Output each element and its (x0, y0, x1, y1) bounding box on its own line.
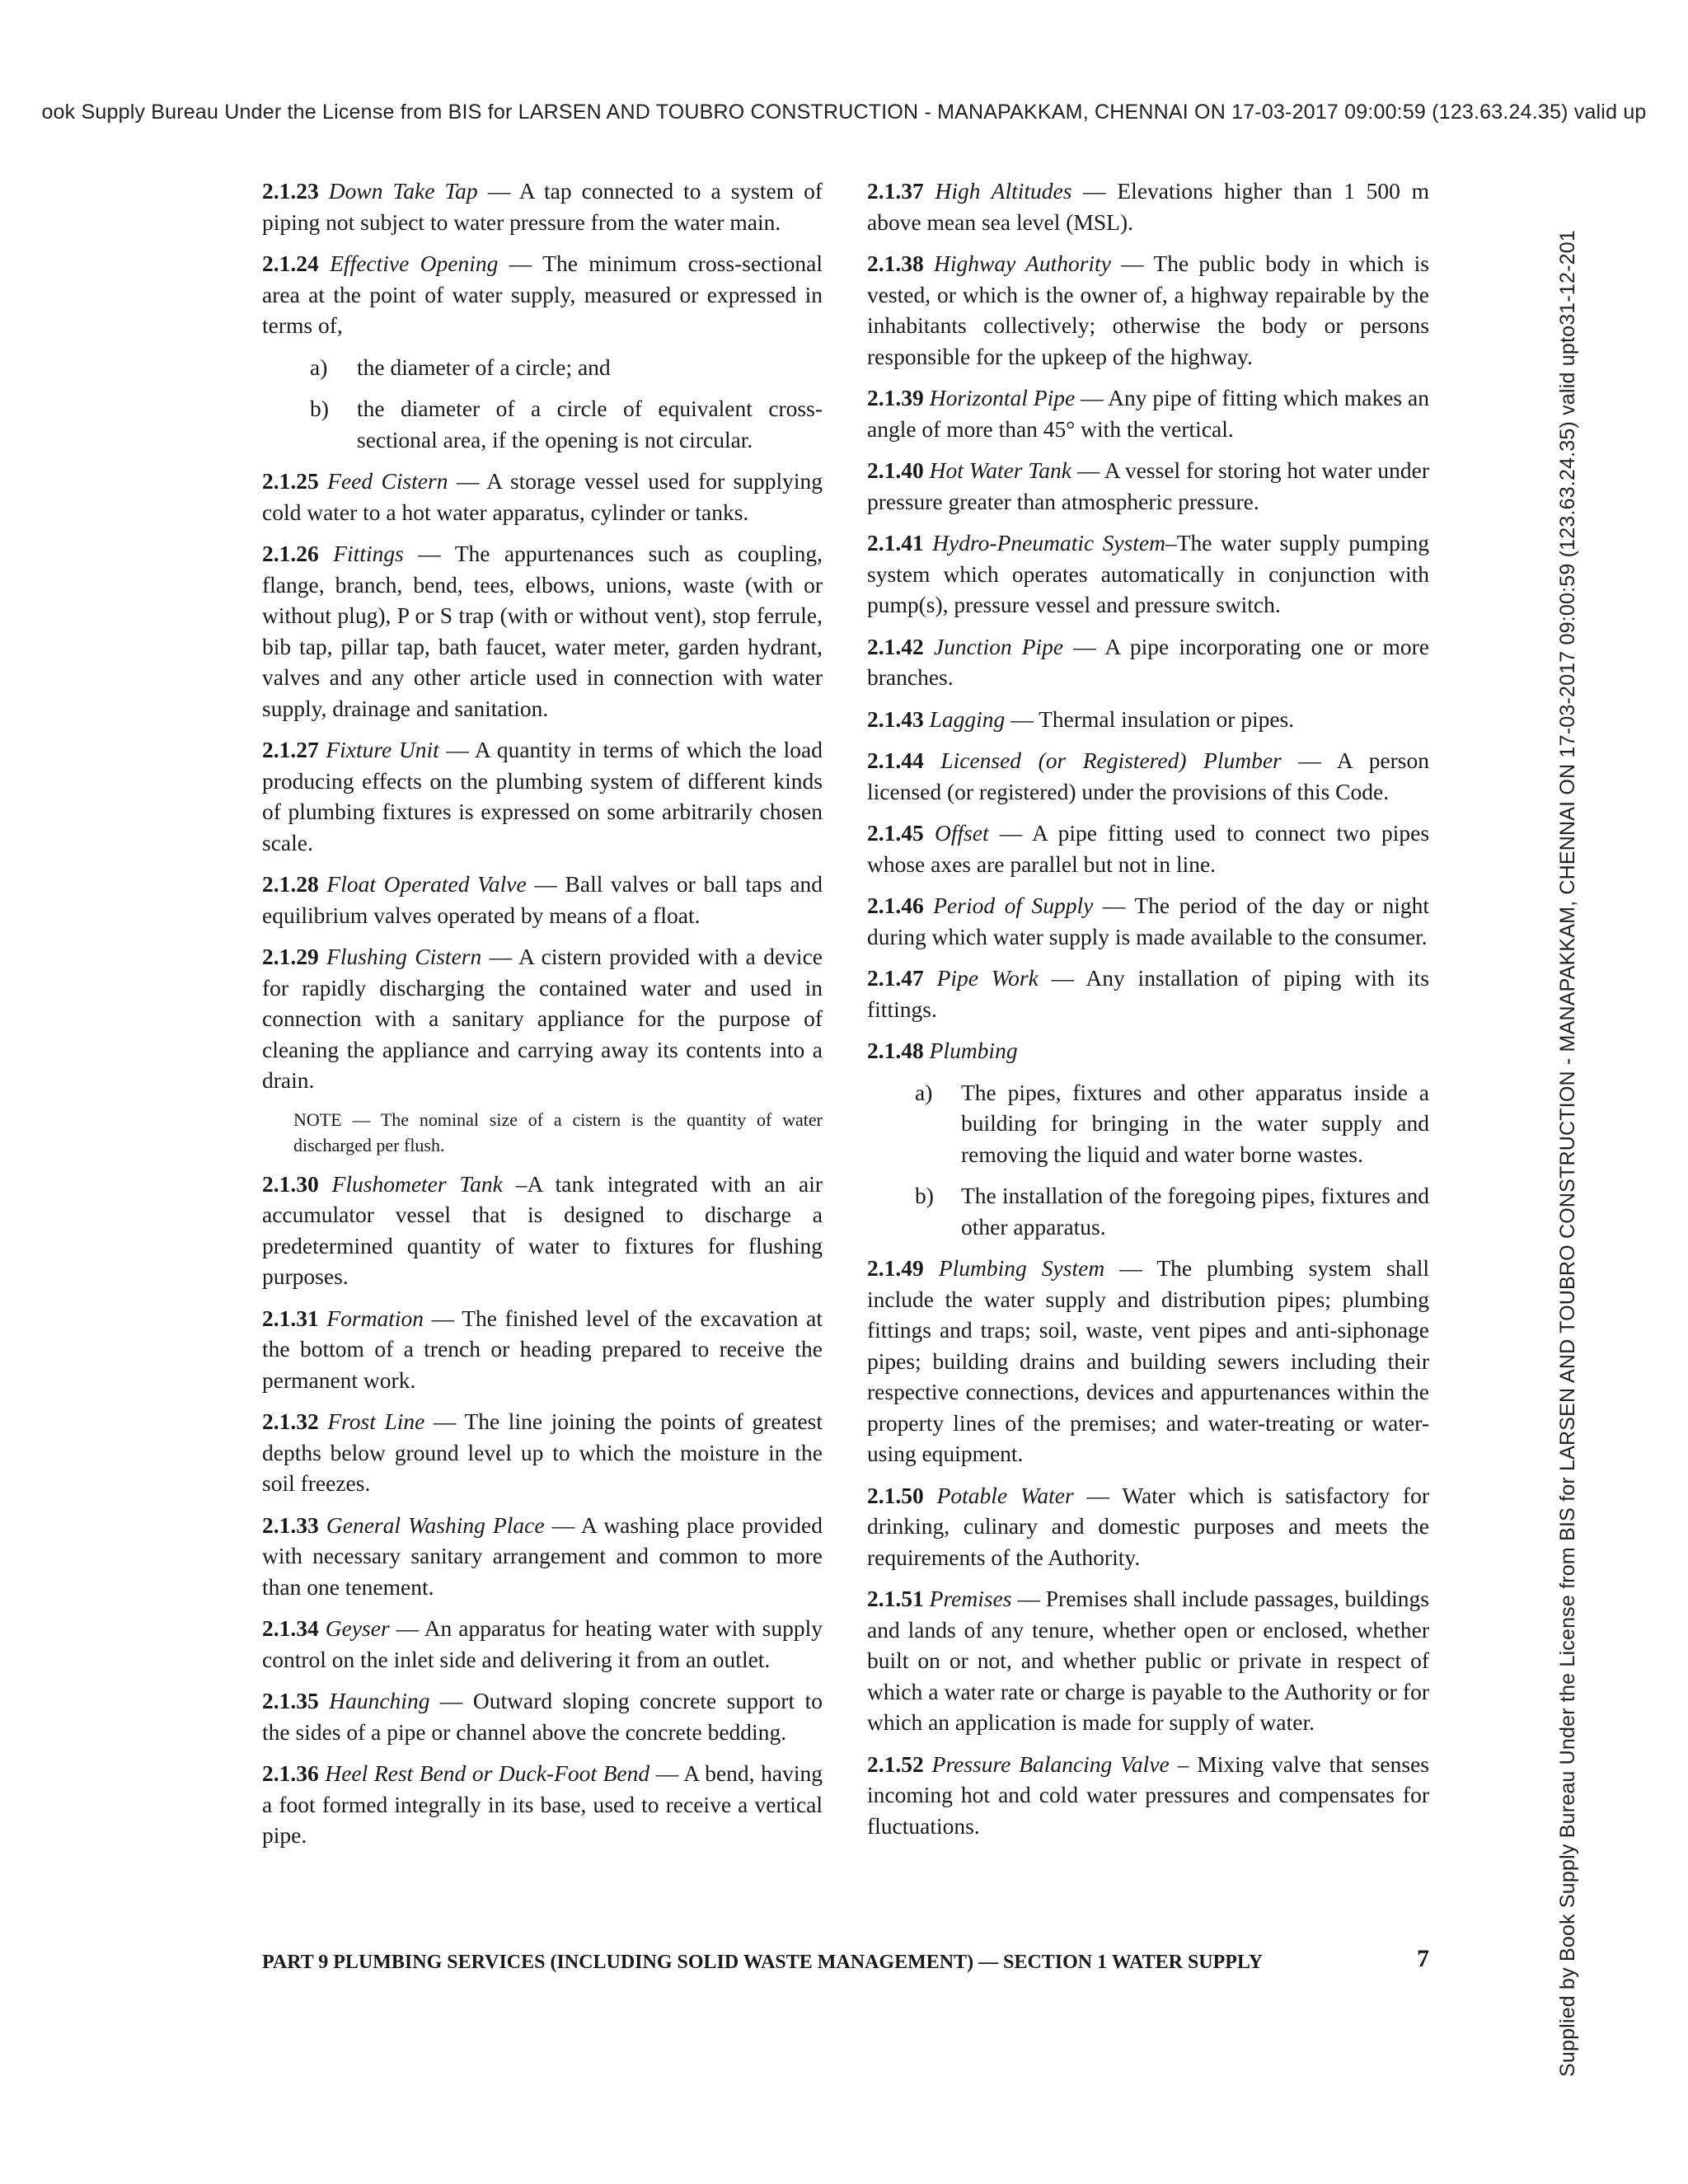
page-number: 7 (1417, 1945, 1429, 1972)
definition-entry (867, 455, 1429, 517)
defined-term: Flushing Cistern (326, 944, 482, 969)
separator: — (526, 871, 565, 897)
definition-entry (262, 734, 823, 858)
separator: — (1075, 385, 1109, 410)
separator: — (438, 737, 475, 762)
list-item (262, 393, 823, 455)
definition-entry (867, 1480, 1429, 1573)
watermark-top: ook Supply Bureau Under the License from BIS for LARSEN AND TOUBRO CONSTRUCTION - MANAPAKKAM, CHENNAI ON 17-03-2017 09:00:59 (123.63.24.35) valid up (41, 101, 1647, 124)
separator: — (1110, 251, 1154, 276)
left-column (262, 176, 823, 1862)
separator: — (498, 251, 543, 276)
definition-entry (867, 818, 1429, 879)
defined-term: Junction Pipe (933, 633, 1064, 659)
separator: — (1063, 633, 1105, 659)
definition-entry (262, 1406, 823, 1499)
defined-term: Feed Cistern (327, 468, 448, 494)
definition-entry (262, 466, 823, 527)
definition-text: A bend, having a foot formed integrally in its base, used to receive a vertical pipe. (262, 1760, 823, 1848)
separator: — (1038, 965, 1086, 991)
separator: — (1071, 178, 1118, 204)
defined-term: Heel Rest Bend or Duck-Foot Bend (325, 1760, 650, 1786)
list-item-text: The pipes, fixtures and other apparatus inside a building for bringing in the water supply and removing the liquid and water borne wastes. (961, 1079, 1429, 1167)
clause-number: 2.1.49 (867, 1255, 924, 1281)
defined-term: Fixture Unit (326, 737, 439, 762)
clause-number: 2.1.51 (867, 1586, 924, 1611)
defined-term: High Altitudes (935, 178, 1072, 204)
definition-text: Ball valves or ball taps and equilibrium valves operated by means of a float. (262, 871, 823, 928)
footer-title: PART 9 PLUMBING SERVICES (INCLUDING SOLID WASTE MANAGEMENT) — SECTION 1 WATER SUPPLY (262, 1952, 1264, 1973)
separator: — (403, 541, 455, 566)
clause-number: 2.1.47 (867, 965, 924, 991)
list-item-label: b) (915, 1183, 934, 1208)
separator: — (1104, 1255, 1157, 1281)
definition-entry (867, 527, 1429, 621)
defined-term: Licensed (or Registered) Plumber (940, 748, 1282, 773)
definition-entry (867, 631, 1429, 693)
list-item-label: b) (310, 396, 329, 421)
defined-term: Hydro-Pneumatic System (932, 530, 1165, 555)
defined-term: Frost Line (327, 1408, 425, 1434)
defined-term: Horizontal Pipe (929, 385, 1076, 410)
separator: — (423, 1305, 462, 1331)
definition-text: Elevations higher than 1 500 m above mean sea level (MSL). (867, 178, 1429, 235)
defined-term: Fittings (333, 541, 404, 566)
defined-term: Offset (934, 820, 989, 846)
list-item-text: the diameter of a circle of equivalent cross-sectional area, if the opening is not circular. (357, 396, 823, 452)
clause-number: 2.1.46 (867, 893, 924, 918)
clause-number: 2.1.37 (867, 178, 924, 204)
clause-number: 2.1.44 (867, 748, 924, 773)
definition-entry (867, 1035, 1429, 1066)
definition-text: An apparatus for heating water with supply control on the inlet side and delivering it from an outlet. (262, 1615, 823, 1672)
definition-text: The period of the day or night during which water supply is made available to the consumer. (867, 893, 1430, 949)
separator: — (1005, 705, 1039, 732)
definition-text: The appurtenances such as coupling, flange, branch, bend, tees, elbows, unions, waste (with or without plug), P or S trap (with or without vent), stop ferrule, bib tap, pillar tap, bath faucet, water meter, garden hydrant, valves and any other article used in connection with water supply, drainage and sanitation. (262, 541, 823, 721)
clause-number: 2.1.40 (867, 457, 924, 483)
definition-text: Premises shall include passages, buildings and lands of any tenure, whether open or enclosed, whether built on or not, and whether public or private in respect of which a water rate or charge is payable to the Authority or for which an application is made for supply of water. (867, 1586, 1430, 1735)
definition-text: Mixing valve that senses incoming hot and cold water pressures and compensates for fluctuations. (867, 1750, 1429, 1839)
definition-entry (262, 1685, 823, 1747)
separator: — (649, 1760, 684, 1786)
clause-number: 2.1.26 (262, 541, 319, 566)
separator: — (429, 1688, 473, 1713)
clause-number: 2.1.41 (867, 530, 924, 555)
watermark-side: Supplied by Book Supply Bureau Under the License from BIS for LARSEN AND TOUBRO CONSTRUCTION - MANAPAKKAM, CHENNAI ON 17-03-2017 09:00:59 (123.63.24.35) valid upto31-12-201 (1556, 230, 1579, 2077)
defined-term: Geyser (325, 1615, 390, 1641)
definition-text: A vessel for storing hot water under pressure greater than atmospheric pressure. (867, 457, 1430, 514)
defined-term: Plumbing System (938, 1255, 1105, 1281)
definition-entry (867, 890, 1429, 952)
separator: – (1165, 530, 1177, 555)
separator: — (1011, 1586, 1046, 1611)
clause-number: 2.1.27 (262, 737, 319, 762)
clause-number: 2.1.38 (867, 251, 924, 276)
definition-entry (262, 1303, 823, 1396)
separator: — (544, 1511, 581, 1538)
definition-text: The finished level of the excavation at the bottom of a trench or heading prepared to receive the permanent work. (262, 1305, 823, 1393)
definition-text: A washing place provided with necessary sanitary arrangement and common to more than one tenement. (262, 1511, 823, 1600)
clause-number: 2.1.48 (867, 1038, 924, 1063)
separator: — (1281, 748, 1337, 773)
clause-number: 2.1.34 (262, 1615, 319, 1641)
defined-term: Flushometer Tank (331, 1170, 503, 1197)
definition-text: A cistern provided with a device for rapidly discharging the contained water and used in connection with a sanitary appliance for the purpose of cleaning the appliance and carrying away its contents into a drain. (262, 944, 823, 1093)
definition-text: Any pipe of fitting which makes an angle of more than 45° with the vertical. (867, 385, 1430, 442)
note: NOTE — The nominal size of a cistern is the quantity of water discharged per flush. (293, 1108, 823, 1155)
clause-number: 2.1.32 (262, 1408, 319, 1434)
definition-text: A pipe fitting used to connect two pipes whose axes are parallel but not in line. (867, 820, 1430, 877)
defined-term: Pressure Balancing Valve (931, 1750, 1170, 1777)
definition-entry (262, 869, 823, 930)
separator: — (1093, 893, 1135, 918)
definition-text: The minimum cross-sectional area at the point of water supply, measured or expressed in terms of, (262, 251, 823, 338)
defined-term: Hot Water Tank (929, 457, 1071, 483)
defined-term: Period of Supply (933, 893, 1094, 918)
definition-entry (867, 382, 1429, 444)
separator: — (988, 820, 1033, 846)
definition-entry (262, 248, 823, 341)
clause-number: 2.1.50 (867, 1482, 924, 1508)
defined-term: Formation (326, 1305, 424, 1331)
definition-text: The public body in which is vested, or which is the owner of, a highway repairable by the inhabitants collectively; otherwise the body or persons responsible for the upkeep of the highway. (867, 251, 1429, 369)
list-item (262, 352, 823, 383)
definition-text: The water supply pumping system which operates automatically in conjunction with pump(s), pressure vessel and pressure switch. (867, 530, 1429, 617)
clause-number: 2.1.39 (867, 385, 924, 410)
definition-text: Thermal insulation or pipes. (1039, 705, 1295, 732)
separator: — (481, 944, 518, 969)
defined-term: Plumbing (929, 1038, 1018, 1063)
definition-text: A tank integrated with an air accumulator vessel that is designed to discharge a predetermined quantity of water to fixtures for flushing purposes. (262, 1170, 823, 1289)
separator: – (1169, 1750, 1198, 1777)
clause-number: 2.1.35 (262, 1688, 319, 1713)
definition-entry (262, 1758, 823, 1851)
definition-entry (867, 176, 1429, 237)
defined-term: Potable Water (936, 1482, 1074, 1508)
defined-term: Highway Authority (933, 251, 1111, 276)
defined-term: Effective Opening (330, 251, 499, 276)
defined-term: Lagging (929, 705, 1006, 732)
clause-number: 2.1.43 (867, 705, 924, 732)
list-item-label: a) (310, 354, 328, 380)
separator: — (448, 468, 487, 494)
clause-number: 2.1.31 (262, 1305, 319, 1331)
defined-term: General Washing Place (326, 1511, 545, 1538)
separator: — (424, 1408, 465, 1434)
definition-entry (867, 248, 1429, 372)
definition-text: A tap connected to a system of piping not subject to water pressure from the water main. (262, 178, 823, 235)
list-item-text: The installation of the foregoing pipes, fixtures and other apparatus. (961, 1183, 1429, 1240)
list-item (867, 1180, 1429, 1242)
definition-text: A storage vessel used for supplying cold water to a hot water apparatus, cylinder or tanks. (262, 468, 823, 525)
clause-number: 2.1.36 (262, 1760, 319, 1786)
defined-term: Pipe Work (936, 965, 1039, 991)
right-column (867, 176, 1429, 1852)
definition-text: A quantity in terms of which the load producing effects on the plumbing system of different kinds of plumbing fixtures is expressed on some arbitrarily chosen scale. (262, 737, 823, 855)
definition-text: Outward sloping concrete support to the sides of a pipe or channel above the concrete bedding. (262, 1688, 823, 1745)
definition-text: A person licensed (or registered) under the provisions of this Code. (867, 748, 1430, 804)
separator: – (502, 1170, 528, 1197)
clause-number: 2.1.24 (262, 251, 319, 276)
page-footer (262, 1945, 1429, 1975)
defined-term: Down Take Tap (328, 178, 478, 204)
clause-number: 2.1.42 (867, 633, 924, 659)
definition-entry (262, 941, 823, 1096)
definition-entry (867, 1749, 1429, 1842)
definition-text: A pipe incorporating one or more branches. (867, 633, 1429, 690)
list-item-text: the diameter of a circle; and (357, 354, 611, 380)
definition-entry (262, 1613, 823, 1675)
definition-entry (262, 1510, 823, 1603)
definition-entry (867, 1583, 1429, 1738)
separator: — (1071, 457, 1104, 483)
defined-term: Premises (929, 1586, 1012, 1611)
definition-entry (867, 963, 1429, 1024)
definition-entry (262, 1169, 823, 1292)
clause-number: 2.1.30 (262, 1170, 319, 1197)
definition-entry (867, 1253, 1429, 1469)
definition-entry (867, 745, 1429, 807)
clause-number: 2.1.25 (262, 468, 319, 494)
clause-number: 2.1.33 (262, 1511, 319, 1538)
definition-entry (262, 176, 823, 237)
defined-term: Float Operated Valve (326, 871, 527, 897)
definition-text: Any installation of piping with its fittings. (867, 965, 1430, 1022)
separator: — (389, 1615, 424, 1641)
defined-term: Haunching (329, 1688, 430, 1713)
list-item-label: a) (915, 1079, 933, 1105)
clause-number: 2.1.45 (867, 820, 924, 846)
definition-text: The plumbing system shall include the water supply and distribution pipes; plumbing fittings and traps; soil, waste, vent pipes and anti-siphonage pipes; building drains and building sewers including their respective connections, devices and appurtenances within the property lines of the premises; and water-treating or water-using equipment. (867, 1255, 1429, 1466)
clause-number: 2.1.23 (262, 178, 319, 204)
clause-number: 2.1.28 (262, 871, 319, 897)
clause-number: 2.1.52 (867, 1750, 924, 1777)
definition-entry (867, 704, 1429, 735)
definition-text: Water which is satisfactory for drinking, culinary and domestic purposes and meets the requirements of the Authority. (867, 1482, 1429, 1570)
definition-text: The line joining the points of greatest depths below ground level up to which the moisture in the soil freezes. (262, 1408, 823, 1496)
separator: — (1073, 1482, 1123, 1508)
clause-number: 2.1.29 (262, 944, 319, 969)
separator: — (477, 178, 519, 204)
list-item (867, 1077, 1429, 1170)
definition-entry (262, 538, 823, 724)
